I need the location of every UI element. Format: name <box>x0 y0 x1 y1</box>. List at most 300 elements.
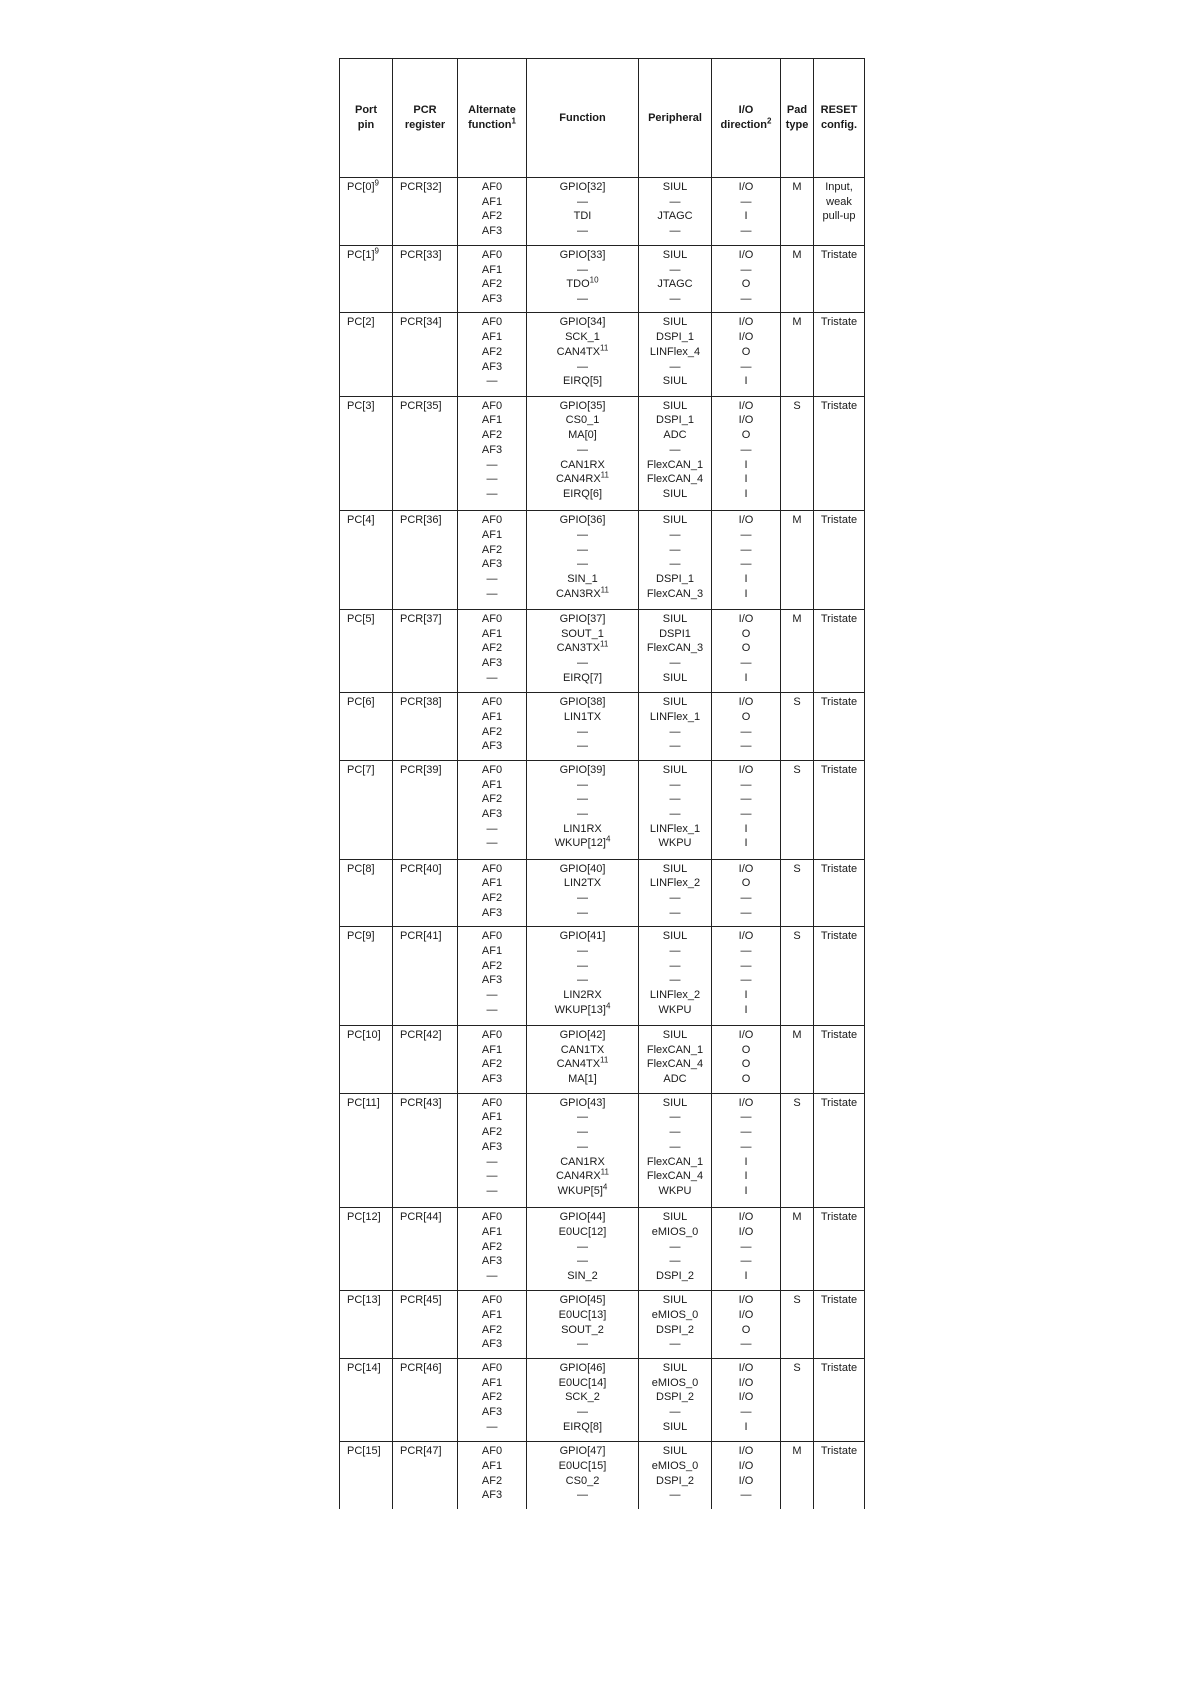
peripheral-text: — <box>669 543 681 556</box>
peripheral <box>639 345 711 360</box>
io-direction-text: — <box>740 1111 752 1124</box>
peripheral-text: LINFlex_2 <box>649 877 701 890</box>
alternate-function-text: AF2 <box>481 210 503 223</box>
reset-config-cell <box>814 396 865 510</box>
alternate-function-text: — <box>486 1155 498 1168</box>
io-direction <box>712 360 780 375</box>
alternate-function <box>458 292 526 307</box>
alternate-function-cell <box>458 1291 527 1359</box>
peripheral <box>639 1269 711 1284</box>
io-direction <box>712 399 780 414</box>
port-pin-text: PC[15] <box>347 1445 381 1458</box>
alternate-function-text: AF0 <box>481 696 503 709</box>
port-pin-cell <box>340 313 393 396</box>
alternate-function-text: AF1 <box>481 1376 503 1389</box>
io-direction <box>712 1057 780 1072</box>
alternate-function <box>458 959 526 974</box>
reset-config-cell <box>814 1026 865 1094</box>
peripheral-text: eMIOS_0 <box>651 1309 699 1322</box>
peripheral <box>639 195 711 210</box>
function-text: — <box>577 1140 588 1153</box>
peripheral <box>639 330 711 345</box>
port-pin-text: PC[9] <box>347 930 375 943</box>
function-text: — <box>577 558 588 571</box>
io-direction-text: I <box>744 837 748 850</box>
alternate-function <box>458 763 526 778</box>
io-direction-cell <box>712 859 781 927</box>
io-direction-text: — <box>740 725 752 738</box>
alternate-function-text: AF1 <box>481 877 503 890</box>
alternate-function <box>458 360 526 375</box>
pcr-register-text: PCR[43] <box>400 1096 442 1109</box>
io-direction-text: I/O <box>738 1309 754 1322</box>
function-text: CS0_2 <box>565 1474 600 1487</box>
alternate-function <box>458 513 526 528</box>
function-text: SIN_1 <box>567 572 598 585</box>
pcr-register <box>400 1293 457 1308</box>
function-text: SCK_2 <box>565 1391 600 1404</box>
function-text: LIN2RX <box>563 989 602 1002</box>
function-text: GPIO[42] <box>559 1029 606 1042</box>
alternate-function <box>458 1390 526 1405</box>
alternate-function <box>458 330 526 345</box>
function-cell <box>527 1359 639 1442</box>
port-pin-cell <box>340 178 393 246</box>
peripheral <box>639 1361 711 1376</box>
function <box>527 739 638 754</box>
io-direction <box>712 1323 780 1338</box>
pcr-register <box>400 929 457 944</box>
io-direction-text: I/O <box>738 331 754 344</box>
function-text: — <box>577 443 588 456</box>
io-direction-text: — <box>740 944 752 957</box>
function-text: GPIO[46] <box>559 1362 606 1374</box>
alternate-function-text: — <box>486 458 498 471</box>
port-pin-text: PC[4] <box>347 514 375 527</box>
footnote-ref: 11 <box>600 639 609 649</box>
peripheral-cell <box>639 927 712 1026</box>
io-direction-text: — <box>740 778 752 791</box>
peripheral <box>639 876 711 891</box>
io-direction <box>712 627 780 642</box>
peripheral-text: JTAGC <box>657 278 693 291</box>
peripheral-text: SIUL <box>662 1029 688 1042</box>
peripheral-text: SIUL <box>662 763 688 776</box>
peripheral-text: LINFlex_1 <box>649 710 701 723</box>
reset-config-cell <box>814 313 865 396</box>
io-direction-cell <box>712 1026 781 1094</box>
alternate-function <box>458 543 526 558</box>
function-text: E0UC[15] <box>558 1459 607 1472</box>
alternate-function <box>458 345 526 360</box>
peripheral <box>639 1043 711 1058</box>
io-direction <box>712 543 780 558</box>
peripheral <box>639 836 711 851</box>
peripheral-text: WKPU <box>658 1003 692 1016</box>
alternate-function <box>458 1269 526 1284</box>
io-direction-text: I/O <box>738 1474 754 1487</box>
function-text: SOUT_2 <box>561 1323 604 1336</box>
io-direction-text: — <box>740 793 752 806</box>
io-direction-text: I/O <box>738 248 754 261</box>
function <box>527 1003 638 1018</box>
pad-type <box>781 612 813 627</box>
alternate-function-text: AF0 <box>481 612 503 625</box>
function <box>527 1361 638 1376</box>
pcr-register-cell <box>393 1093 458 1207</box>
io-direction <box>712 641 780 656</box>
peripheral-cell <box>639 511 712 610</box>
function <box>527 572 638 587</box>
function-text: — <box>577 1111 588 1124</box>
pad-type <box>781 1444 813 1459</box>
io-direction-cell <box>712 609 781 692</box>
alternate-function-text: — <box>486 1269 498 1282</box>
port-pin-text: PC[8] <box>347 862 375 875</box>
peripheral-text: — <box>669 1255 681 1268</box>
function-text: — <box>577 778 588 791</box>
io-direction <box>712 1043 780 1058</box>
reset-config-text: Tristate <box>820 763 858 776</box>
port-pin-text: PC[3] <box>347 399 375 412</box>
reset-config-text: Tristate <box>820 399 858 412</box>
function <box>527 543 638 558</box>
function <box>527 458 638 473</box>
alternate-function-text: AF0 <box>481 248 503 261</box>
table-row <box>340 760 865 859</box>
port-pin <box>347 695 392 710</box>
function-text: WKUP[5] <box>557 1184 603 1197</box>
io-direction <box>712 1184 780 1199</box>
port-pin-text: PC[6] <box>347 696 375 709</box>
reset-config-text: Tristate <box>820 1029 858 1042</box>
io-direction-text: I <box>744 822 748 835</box>
alternate-function-cell <box>458 178 527 246</box>
io-direction-text: I/O <box>738 862 754 875</box>
reset-config-cell <box>814 859 865 927</box>
function <box>527 360 638 375</box>
pcr-register <box>400 1444 457 1459</box>
io-direction-text: I <box>744 1170 748 1183</box>
function-text: GPIO[34] <box>559 316 606 329</box>
pad-type <box>781 513 813 528</box>
peripheral-text: SIUL <box>662 514 688 527</box>
function <box>527 1072 638 1087</box>
function <box>527 413 638 428</box>
table-row <box>340 245 865 313</box>
function <box>527 656 638 671</box>
io-direction-cell <box>712 1291 781 1359</box>
peripheral <box>639 1028 711 1043</box>
function-text: — <box>577 225 588 238</box>
function <box>527 973 638 988</box>
function <box>527 1405 638 1420</box>
function-text: CAN4TX <box>556 1058 601 1071</box>
port-pin <box>347 1444 392 1459</box>
header-line-text: function <box>468 119 512 131</box>
peripheral <box>639 1110 711 1125</box>
alternate-function-text: — <box>486 587 498 600</box>
pad-type-text: S <box>793 930 801 943</box>
function-text: GPIO[39] <box>559 763 606 776</box>
peripheral-text: SIUL <box>662 1294 688 1307</box>
io-direction-text: — <box>740 543 752 556</box>
reset-config-cell <box>814 693 865 761</box>
port-pin-text: PC[0] <box>347 181 375 193</box>
port-pin-text: PC[14] <box>347 1362 381 1374</box>
function-text: CAN4TX <box>556 345 601 358</box>
function <box>527 330 638 345</box>
pad-type-text: M <box>792 181 802 193</box>
footnote-ref: 10 <box>589 275 599 285</box>
peripheral-text: FlexCAN_4 <box>646 473 704 486</box>
io-direction-text: O <box>741 278 751 291</box>
alternate-function <box>458 612 526 627</box>
alternate-function <box>458 876 526 891</box>
alternate-function-text: AF3 <box>481 1255 503 1268</box>
alternate-function-text: AF2 <box>481 429 503 442</box>
peripheral <box>639 528 711 543</box>
io-direction-text: I/O <box>738 1225 754 1238</box>
port-pin-cell <box>340 609 393 692</box>
function <box>527 1140 638 1155</box>
alternate-function <box>458 739 526 754</box>
io-direction-text: I <box>744 210 748 223</box>
function-text: GPIO[33] <box>559 248 606 261</box>
pad-type-cell <box>781 245 814 313</box>
alternate-function <box>458 487 526 502</box>
function <box>527 1096 638 1111</box>
port-pin-cell <box>340 396 393 510</box>
port-pin <box>347 1293 392 1308</box>
pad-type <box>781 315 813 330</box>
io-direction <box>712 1072 780 1087</box>
io-direction-cell <box>712 927 781 1026</box>
function-text: GPIO[47] <box>559 1445 606 1458</box>
peripheral-text: DSPI_2 <box>656 1474 694 1487</box>
function-text: CAN1RX <box>560 1155 605 1168</box>
peripheral <box>639 513 711 528</box>
alternate-function <box>458 1057 526 1072</box>
alternate-function-text: AF1 <box>481 263 503 276</box>
reset-config-cell <box>814 760 865 859</box>
function <box>527 778 638 793</box>
peripheral <box>639 656 711 671</box>
peripheral-text: — <box>669 360 681 373</box>
function-text: WKUP[12] <box>554 837 606 850</box>
alternate-function-text: AF3 <box>481 225 503 238</box>
peripheral-text: SIUL <box>662 1362 688 1374</box>
io-direction <box>712 1240 780 1255</box>
pad-type <box>781 1210 813 1225</box>
peripheral <box>639 1420 711 1435</box>
function <box>527 1390 638 1405</box>
port-pin-cell <box>340 693 393 761</box>
peripheral <box>639 959 711 974</box>
function-text: — <box>577 292 588 305</box>
peripheral <box>639 1003 711 1018</box>
function <box>527 1337 638 1352</box>
alternate-function <box>458 374 526 389</box>
reset-config <box>814 929 864 944</box>
port-pin-text: PC[1] <box>347 248 375 261</box>
port-pin <box>347 180 392 195</box>
io-direction-text: O <box>741 345 751 358</box>
reset-config <box>814 1444 864 1459</box>
reset-config <box>814 612 864 627</box>
pcr-register <box>400 612 457 627</box>
function <box>527 1308 638 1323</box>
function <box>527 428 638 443</box>
alternate-function-text: AF1 <box>481 778 503 791</box>
io-direction-text: — <box>740 443 752 456</box>
alternate-function-cell <box>458 1442 527 1509</box>
table-body <box>340 178 865 1510</box>
alternate-function-cell <box>458 859 527 927</box>
function <box>527 876 638 891</box>
io-direction <box>712 443 780 458</box>
peripheral <box>639 413 711 428</box>
peripheral <box>639 360 711 375</box>
peripheral <box>639 543 711 558</box>
function <box>527 557 638 572</box>
alternate-function-text: AF2 <box>481 1474 503 1487</box>
peripheral <box>639 822 711 837</box>
alternate-function <box>458 1376 526 1391</box>
io-direction-cell <box>712 511 781 610</box>
io-direction <box>712 513 780 528</box>
peripheral-text: SIUL <box>662 696 688 709</box>
footnote-ref: 11 <box>600 343 609 353</box>
reset-config-text: Tristate <box>820 930 858 943</box>
alternate-function-text: AF2 <box>481 793 503 806</box>
function-text: SOUT_1 <box>561 627 604 640</box>
io-direction <box>712 906 780 921</box>
function-text: GPIO[41] <box>559 930 606 943</box>
pcr-register <box>400 399 457 414</box>
io-direction-text: O <box>741 429 751 442</box>
peripheral-text: FlexCAN_1 <box>646 1043 704 1056</box>
peripheral-text: SIUL <box>662 316 688 329</box>
peripheral <box>639 641 711 656</box>
io-direction <box>712 695 780 710</box>
function-text: EIRQ[6] <box>562 487 603 500</box>
reset-config-text: pull-up <box>822 210 856 223</box>
alternate-function <box>458 428 526 443</box>
peripheral <box>639 458 711 473</box>
port-pin-text: PC[2] <box>347 316 375 329</box>
peripheral <box>639 443 711 458</box>
function <box>527 891 638 906</box>
reset-config <box>814 1293 864 1308</box>
alternate-function <box>458 528 526 543</box>
footnote-ref: 11 <box>600 1167 609 1177</box>
alternate-function <box>458 822 526 837</box>
footnote-ref: 4 <box>602 1182 608 1192</box>
function-text: — <box>577 263 588 276</box>
alternate-function-cell <box>458 1359 527 1442</box>
port-pin <box>347 862 392 877</box>
function-text: — <box>577 657 588 670</box>
alternate-function-cell <box>458 609 527 692</box>
port-pin-text: PC[13] <box>347 1294 381 1307</box>
peripheral <box>639 1155 711 1170</box>
reset-config <box>814 315 864 330</box>
port-pin-cell <box>340 1026 393 1094</box>
alternate-function-text: AF1 <box>481 414 503 427</box>
alternate-function <box>458 557 526 572</box>
io-direction-cell <box>712 1093 781 1207</box>
pin-function-table-page <box>339 58 864 1509</box>
pad-type-text: S <box>793 1294 801 1307</box>
reset-config-text: Tristate <box>820 248 858 261</box>
pad-type-text: S <box>793 1096 801 1109</box>
header-line-text: Peripheral <box>648 111 702 124</box>
footnote-ref: 11 <box>600 584 609 594</box>
alternate-function-text: AF0 <box>481 862 503 875</box>
alternate-function-text: AF1 <box>481 627 503 640</box>
alternate-function-text: AF0 <box>481 1096 503 1109</box>
peripheral-cell <box>639 1093 712 1207</box>
io-direction-cell <box>712 396 781 510</box>
peripheral <box>639 1169 711 1184</box>
pad-type-cell <box>781 1026 814 1094</box>
alternate-function-cell <box>458 760 527 859</box>
peripheral-text: DSPI_1 <box>656 572 694 585</box>
peripheral-text: DSPI_1 <box>656 331 694 344</box>
pcr-register-cell <box>393 1026 458 1094</box>
reset-config <box>814 763 864 778</box>
reset-config-cell <box>814 609 865 692</box>
io-direction <box>712 792 780 807</box>
function <box>527 1254 638 1269</box>
peripheral-cell <box>639 693 712 761</box>
pcr-register-cell <box>393 178 458 246</box>
alternate-function-text: — <box>486 989 498 1002</box>
alternate-function <box>458 671 526 686</box>
function <box>527 792 638 807</box>
pad-type-text: M <box>792 1445 802 1458</box>
peripheral <box>639 988 711 1003</box>
header-line-text: direction <box>720 119 767 131</box>
io-direction <box>712 1376 780 1391</box>
io-direction-text: — <box>740 360 752 373</box>
function-text: GPIO[44] <box>559 1211 606 1224</box>
pcr-register-text: PCR[32] <box>400 181 442 193</box>
peripheral <box>639 671 711 686</box>
port-pin <box>347 513 392 528</box>
peripheral <box>639 1096 711 1111</box>
io-direction-text: — <box>740 1255 752 1268</box>
peripheral-text: — <box>669 778 681 791</box>
peripheral <box>639 1488 711 1503</box>
pcr-register-cell <box>393 693 458 761</box>
io-direction <box>712 1028 780 1043</box>
io-direction <box>712 1110 780 1125</box>
alternate-function-text: AF3 <box>481 1338 503 1351</box>
pad-type <box>781 1361 813 1376</box>
io-direction <box>712 1337 780 1352</box>
io-direction <box>712 1474 780 1489</box>
alternate-function <box>458 641 526 656</box>
function-text: — <box>577 807 588 820</box>
port-pin-cell <box>340 760 393 859</box>
pad-type-text: S <box>793 862 801 875</box>
pcr-register-cell <box>393 859 458 927</box>
io-direction-cell <box>712 313 781 396</box>
function <box>527 1225 638 1240</box>
table-row <box>340 859 865 927</box>
